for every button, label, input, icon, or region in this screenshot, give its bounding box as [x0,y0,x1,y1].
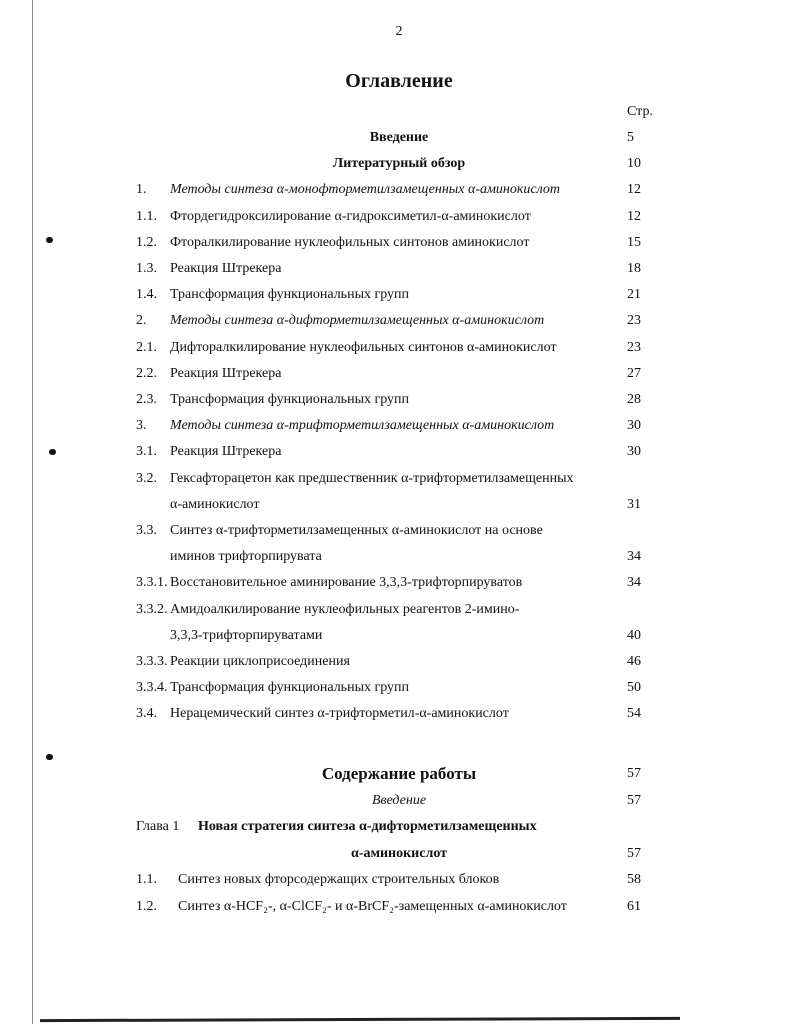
entry-number: Глава 1 [136,819,180,835]
entry-page: 40 [627,627,641,643]
toc-entry [0,523,798,543]
entry-title: Синтез новых фторсодержащих строительных блоков [178,872,500,888]
entry-title: Новая стратегия синтеза α-дифторметилзамещенных [198,819,537,835]
toc-entry [0,819,798,839]
entry-page: 57 [627,845,641,861]
entry-number: 1.2. [136,899,157,914]
entry-page: 34 [627,575,641,591]
entry-title: α-аминокислот [350,845,448,861]
entry-page: 23 [627,313,641,329]
entry-number: 2.3. [136,392,157,407]
toc-entry [0,156,798,176]
entry-title: Дифторалкилирование нуклеофильных синтонов α-аминокислот [170,339,557,355]
entry-title: Содержание работы [321,764,477,783]
scan-blot [46,754,53,760]
entry-number: 1.1. [136,872,157,888]
entry-title: Введение [371,792,427,808]
entry-title: Гексафторацетон как предшественник α-трифторметилзамещенных [170,470,574,486]
page-title: Оглавление [345,70,453,92]
entry-title: Методы синтеза α-трифторметилзамещенных α-аминокислот [170,418,555,434]
entry-number: 3.1. [136,444,157,460]
entry-page: 12 [627,182,641,198]
toc-entry [0,628,798,648]
entry-page: 30 [627,444,641,460]
entry-title: Трансформация функциональных групп [170,680,410,696]
entry-number: 3.3. [136,523,157,538]
entry-page: 12 [627,208,641,224]
entry-title: Нерацемический синтез α-трифторметил-α-аминокислот [170,706,509,722]
toc-entry [0,872,798,892]
entry-title: Методы синтеза α-дифторметилзамещенных α-аминокислот [170,313,545,329]
toc-entry [0,602,798,622]
toc-entry [0,366,798,386]
entry-number: 2. [136,313,147,329]
entry-title: α-аминокислот [170,496,260,512]
toc-entry [0,130,798,150]
entry-title: Трансформация функциональных групп [170,392,410,407]
toc-entry [0,471,798,491]
toc-entry [0,418,798,438]
entry-number: 3.2. [136,470,157,486]
toc-entry [0,182,798,202]
page-number: 2 [395,24,403,39]
toc-entry [0,654,798,674]
entry-title: Реакция Штрекера [170,261,282,276]
toc-entry [0,261,798,281]
entry-page: 58 [627,872,641,888]
entry-page: 46 [627,654,641,669]
entry-title: Амидоалкилирование нуклеофильных реагентов 2-имино- [170,601,520,617]
entry-title: Реакция Штрекера [170,365,282,381]
entry-title: Синтез α-трифторметилзамещенных α-аминокислот на основе [170,523,543,538]
entry-title: Фторалкилирование нуклеофильных синтонов аминокислот [170,234,530,250]
entry-page: 21 [627,287,641,303]
entry-number: 1.2. [136,234,157,250]
entry-title: Фтордегидроксилирование α-гидроксиметил-α-аминокислот [170,208,531,224]
entry-page: 30 [627,418,641,434]
toc-entry [0,392,798,412]
entry-title: Введение [369,130,429,145]
toc-entry [0,793,798,813]
toc-entry [0,287,798,307]
entry-number: 1.3. [136,261,157,276]
entry-page: 57 [627,792,641,808]
toc-entry [0,680,798,700]
entry-title: Реакция Штрекера [170,444,282,460]
entry-title: Литературный обзор [332,156,466,172]
entry-page: 5 [627,130,634,145]
entry-number: 2.1. [136,339,157,355]
toc-entry [0,575,798,595]
entry-title: Трансформация функциональных групп [170,287,410,303]
toc-entry [0,766,798,786]
entry-page: 34 [627,549,641,565]
entry-page: 54 [627,706,641,722]
entry-title: 3,3,3-трифторпируватами [170,627,323,643]
entry-title: иминов трифторпирувата [170,549,322,565]
entry-title: Восстановительное аминирование 3,3,3-трифторпируватов [170,575,523,591]
entry-number: 3.3.2. [136,601,168,617]
entry-page: 61 [627,899,641,914]
entry-number: 3. [136,418,147,434]
toc-entry [0,846,798,866]
entry-page: 23 [627,339,641,355]
entry-page: 10 [627,156,641,172]
entry-number: 2.2. [136,365,157,381]
toc-entry [0,899,798,919]
entry-page: 27 [627,365,641,381]
entry-number: 1.4. [136,287,157,303]
entry-page: 18 [627,261,641,276]
entry-page: 50 [627,680,641,696]
entry-number: 3.3.1. [136,575,168,591]
toc-entry [0,209,798,229]
entry-title: Методы синтеза α-монофторметилзамещенных α-аминокислот [170,182,561,198]
entry-title: Синтез α-HCF₂-, α-ClCF₂- и α-BrCF₂-замещенных α-аминокислот [178,899,567,914]
entry-number: 3.4. [136,706,157,722]
entry-number: 1. [136,182,147,198]
scan-bottom-line [40,1017,680,1022]
entry-page: 15 [627,234,641,250]
entry-page: 31 [627,496,641,512]
entry-number: 3.3.3. [136,654,168,669]
toc-entry [0,497,798,517]
entry-page: 57 [627,766,641,781]
toc-entry [0,340,798,360]
page-column-header: Стр. [627,104,653,119]
entry-page: 28 [627,392,641,407]
toc-entry [0,235,798,255]
entry-number: 1.1. [136,208,157,224]
toc-entry [0,313,798,333]
entry-title: Реакции циклоприсоединения [170,654,350,669]
toc-entry [0,706,798,726]
toc-entry [0,444,798,464]
entry-number: 3.3.4. [136,680,168,696]
toc-entry [0,549,798,569]
